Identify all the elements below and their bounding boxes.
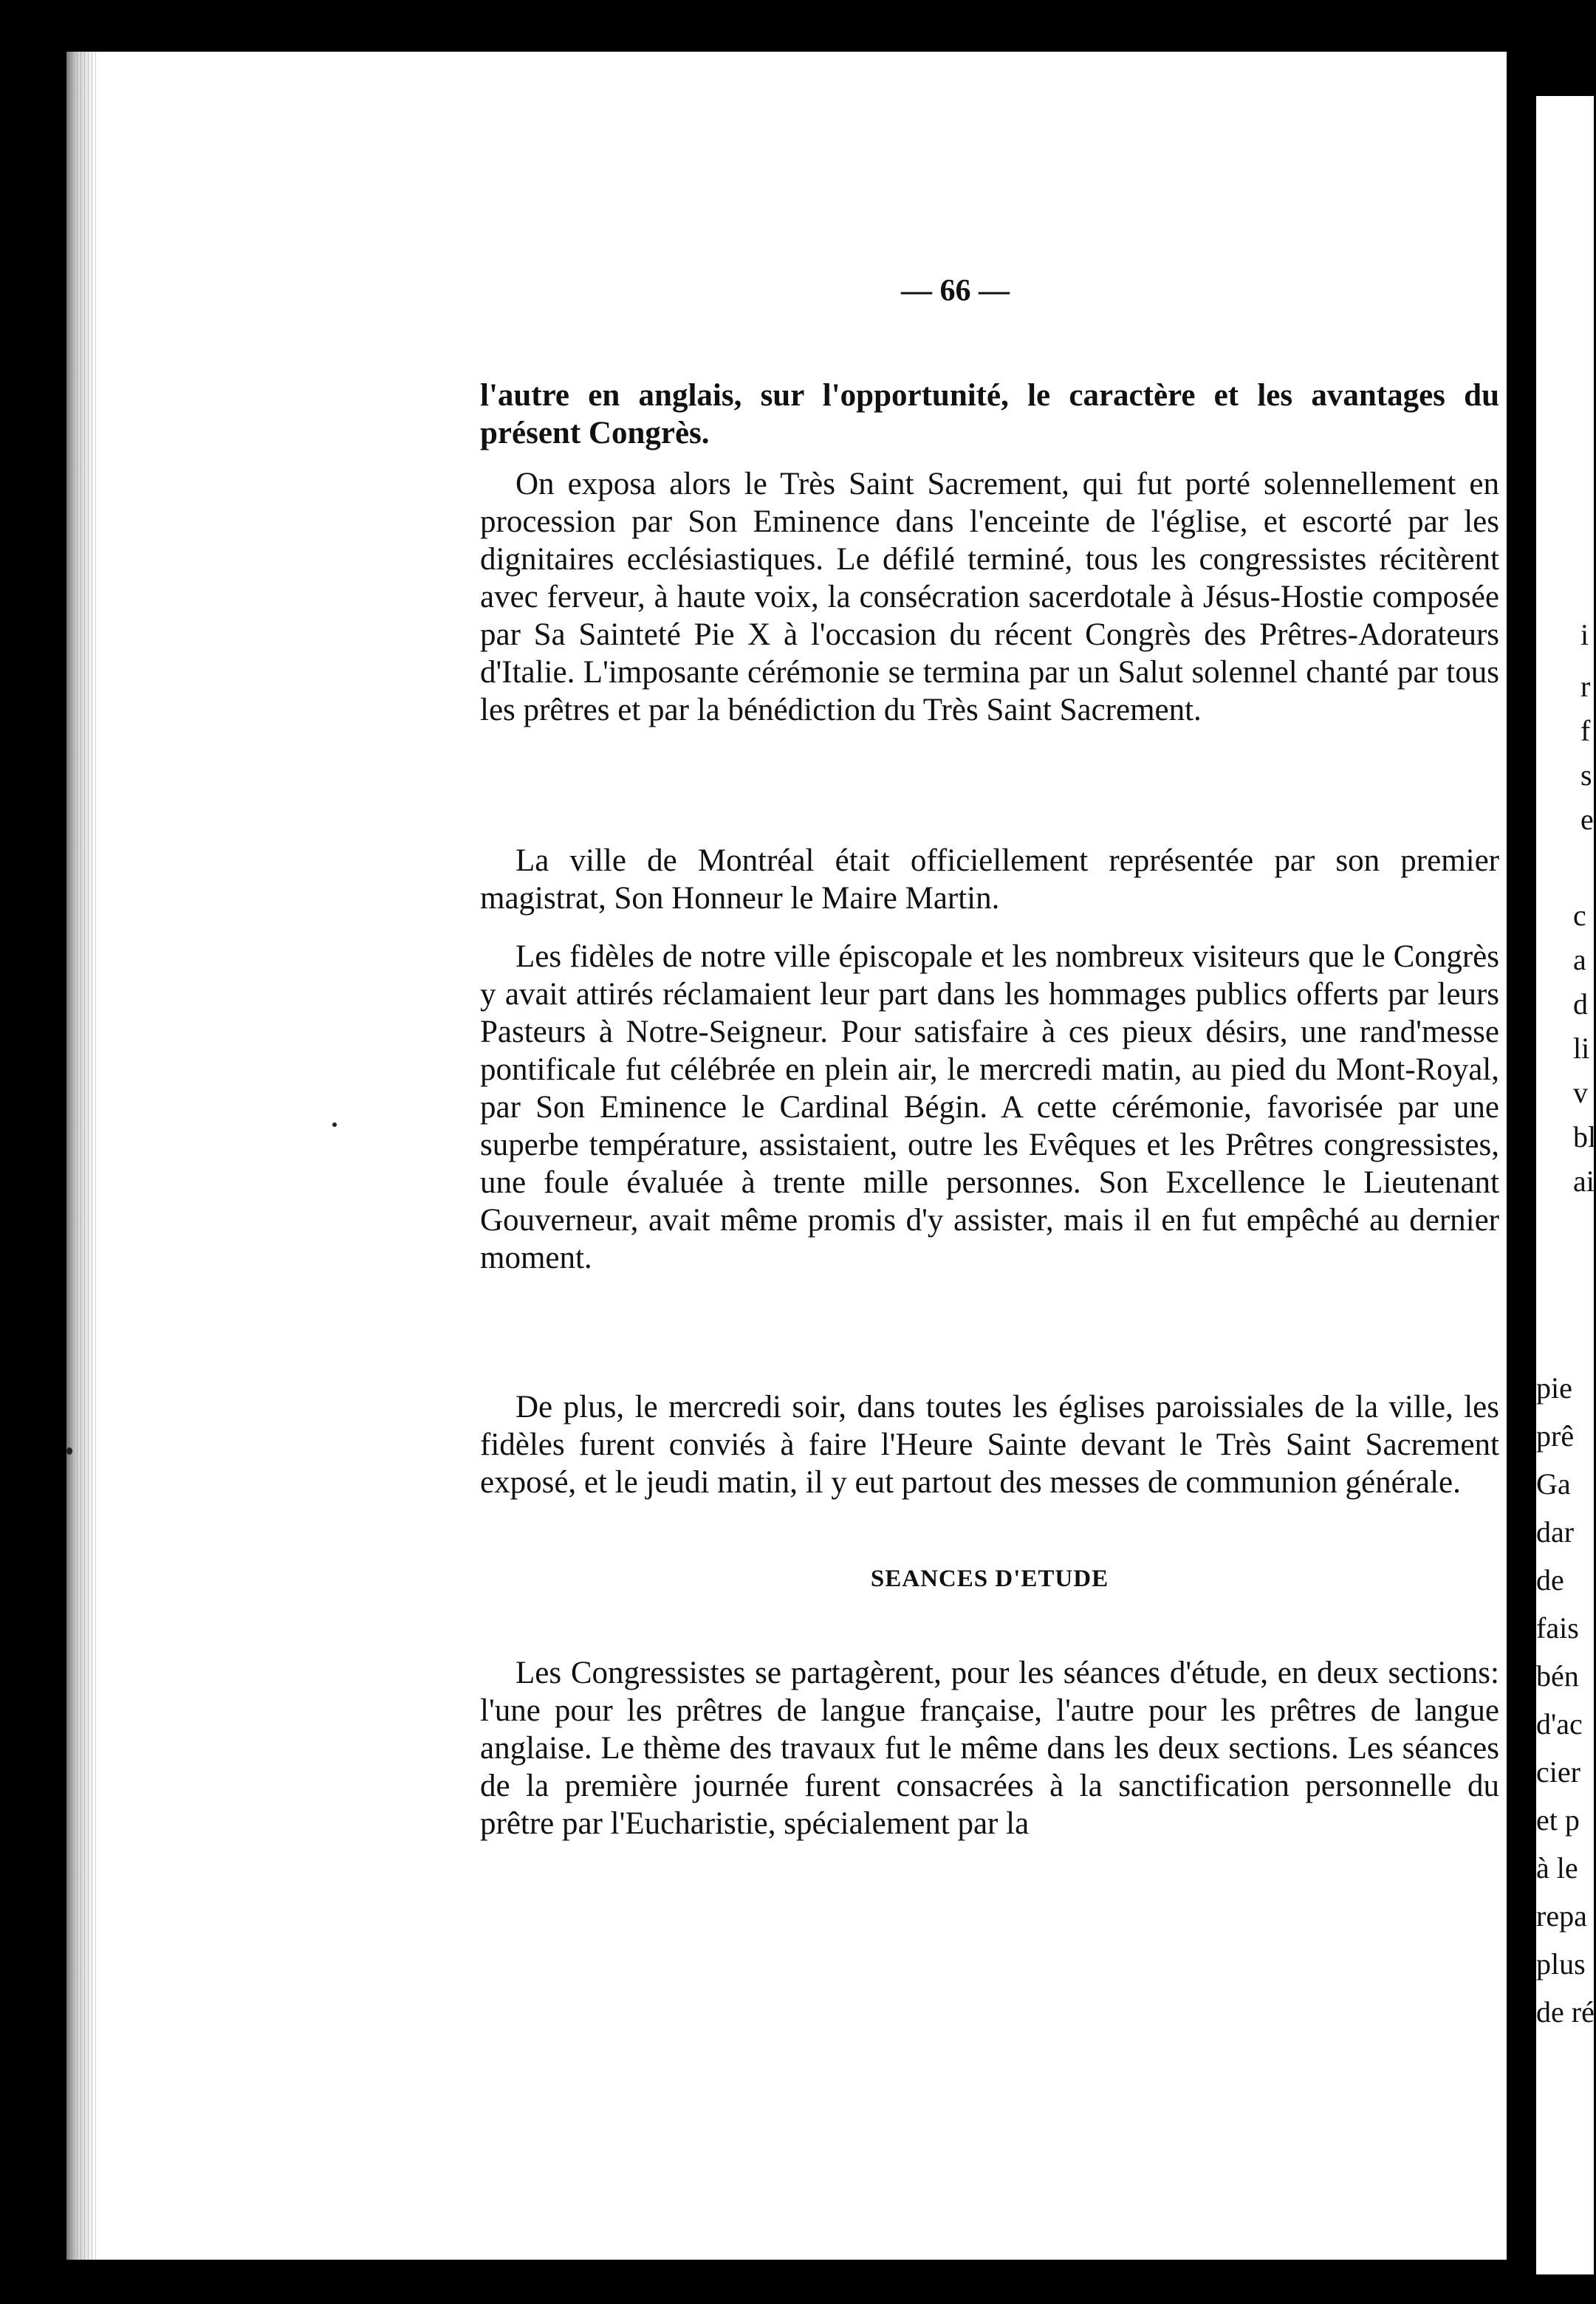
right-fragment: v [1573,1076,1588,1109]
right-fragment: c [1573,899,1586,932]
right-fragment: i [1580,618,1589,651]
dust-speck [66,1447,72,1455]
page-number: — 66 — [901,274,1010,308]
right-fragment: dar [1536,1515,1575,1549]
paragraph-2: On exposa alors le Très Saint Sacrement, qui fut porté solennellement en procession par Son Eminence dans l'enceinte de l'église, et escorté par les dignitaires ecclésiastiques. Le défilé terminé, tous les congressistes récitèrent avec ferveur, à haute voix, la consécration sacerdotale à Jésus-Hostie composée par Sa Sainteté Pie X à l'occasion du récent Congrès des Prêtres-Adorateurs d'Italie. L'imposante cérémonie se termina par un Salut solennel chanté par tous les prêtres et par la bénédiction du Très Saint Sacrement. [480,467,1499,727]
right-fragment: à le [1536,1851,1578,1885]
right-fragment: pie [1536,1371,1572,1405]
right-fragment: li [1573,1032,1590,1065]
left-page [66,52,1514,2260]
right-fragment: d [1573,987,1588,1021]
right-fragment: bén [1536,1659,1579,1693]
right-fragment: r [1580,670,1591,703]
right-fragment: Ga [1536,1467,1571,1501]
page-edge-stack [77,52,96,2260]
right-page-fragment [1536,96,1594,2274]
paragraph-6: Les Congressistes se partagèrent, pour les séances d'étude, en deux sections: l'une pour les prêtres de langue française, l'autre pour les prêtres de langue anglaise. Le thème des travaux fut le même dans les deux sections. Les séances de la première journée furent consacrées à la sanctification personnelle du prêtre par l'Eucharistie, spécialement par la [480,1656,1499,1841]
paragraph-5: De plus, le mercredi soir, dans toutes les églises paroissiales de la ville, les fidèles furent conviés à faire l'Heure Sainte devant le Très Saint Sacrement exposé, et le jeudi matin, il y eut partout des messes de communion générale. [480,1390,1499,1500]
right-fragment: f [1580,714,1591,747]
right-fragment: de [1536,1563,1564,1597]
dust-speck [332,1122,337,1127]
paragraph-4: Les fidèles de notre ville épiscopale et les nombreux visiteurs que le Congrès y avait attirés réclamaient leur part dans les hommages publics offerts par leurs Pasteurs à Notre-Seigneur. Pour satisfaire à ces pieux désirs, une rand'messe pontificale fut célébrée en plein air, le mercredi matin, au pied du Mont-Royal, par Son Eminence le Cardinal Bégin. A cette cérémonie, favorisée par une superbe température, assistaient, outre les Evêques et les Prêtres congressistes, une foule évaluée à trente mille personnes. Son Excellence le Lieutenant Gouverneur, avait même promis d'y assister, mais il en fut empêché au dernier moment. [480,939,1499,1275]
right-fragment: de ré [1536,1995,1595,2029]
right-fragment: et p [1536,1803,1580,1837]
right-fragment: s [1580,758,1592,792]
paragraph-3: La ville de Montréal était officiellement représentée par son premier magistrat, Son Honneur le Maire Martin. [480,843,1499,916]
section-heading: SEANCES D'ETUDE [870,1566,1109,1592]
paragraph-1: l'autre en anglais, sur l'opportunité, le caractère et les avantages du présent Congrès. [480,378,1499,450]
right-fragment: bl [1573,1120,1596,1153]
right-fragment: plus [1536,1947,1586,1981]
right-fragment: d'ac [1536,1707,1583,1741]
right-fragment: prê [1536,1419,1575,1453]
right-fragment: cier [1536,1755,1580,1789]
book-spine-shadow [1507,0,1536,2304]
right-fragment: repa [1536,1899,1587,1933]
right-fragment: a [1573,943,1586,976]
right-fragment: e [1580,803,1594,836]
right-fragment: ai [1573,1165,1595,1198]
right-fragment: fais [1536,1611,1579,1645]
